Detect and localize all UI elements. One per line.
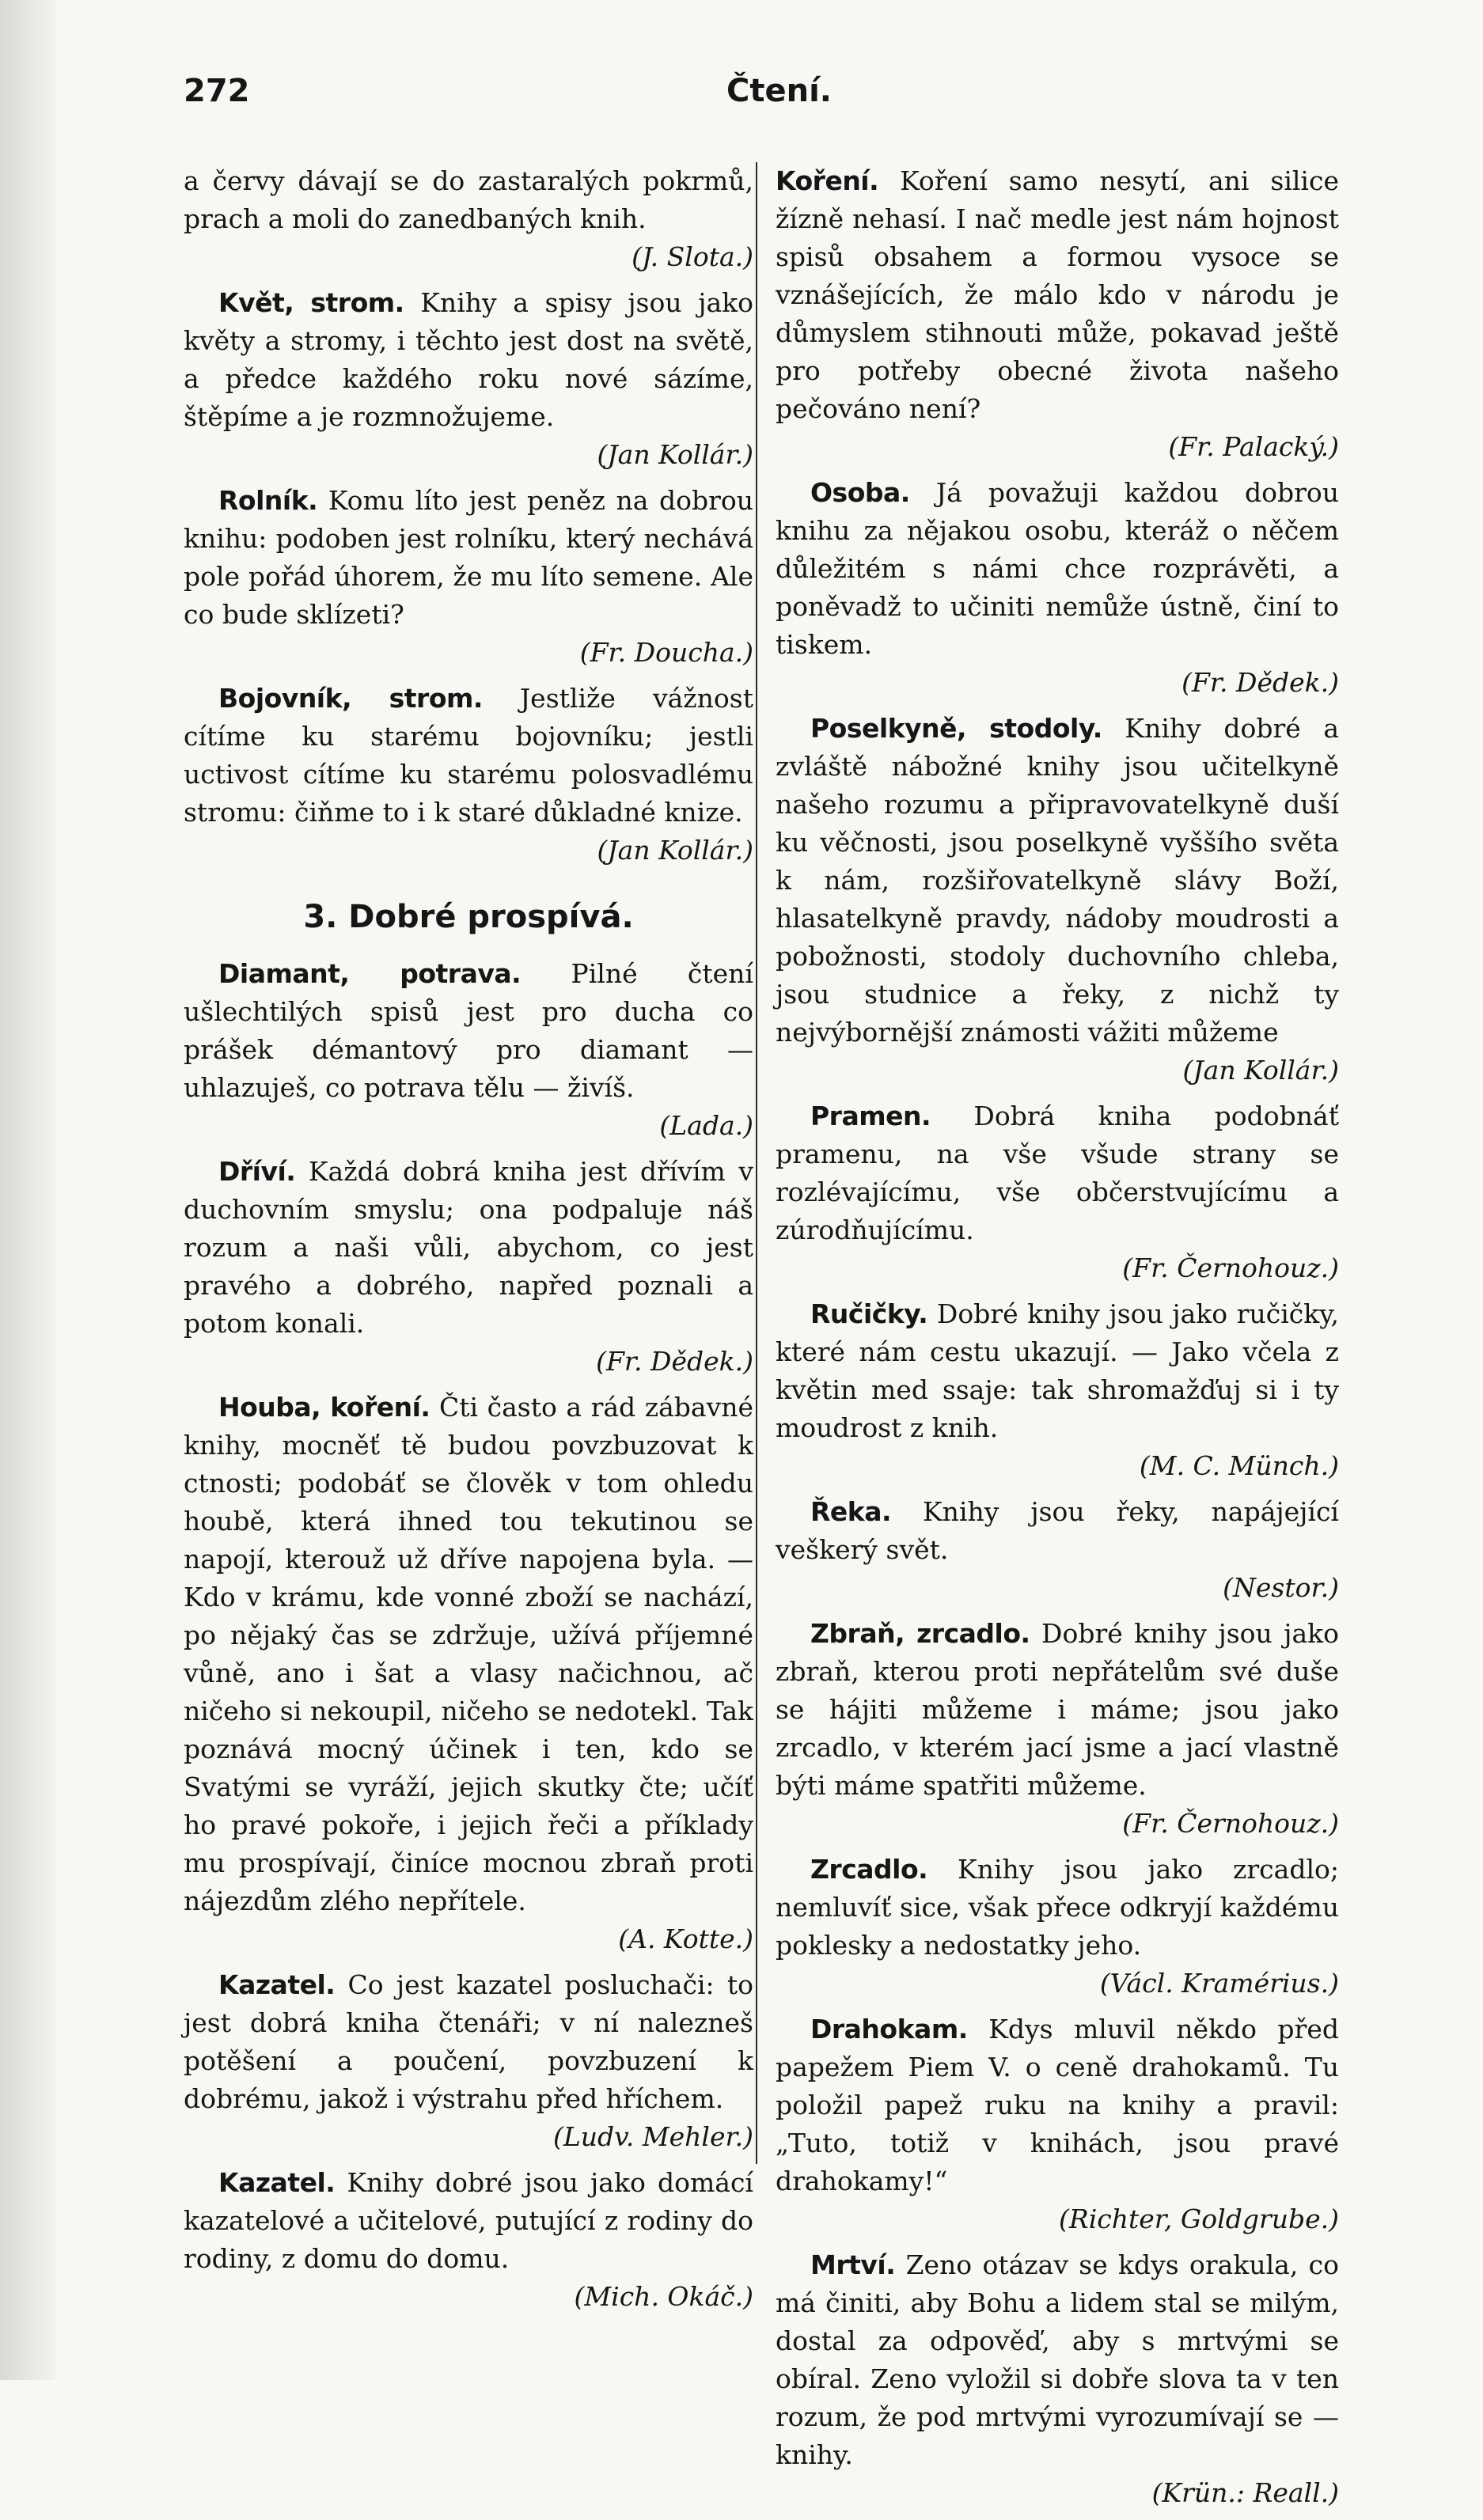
- entry-term: Kazatel.: [218, 1969, 336, 2000]
- entry: Bojovník, strom. Jestliže vážnost cítíme ku starému bojovníku; jestli uctivost cítíme ku starému polosvadlému stromu: čiňme to i k staré důkladné knize. (Jan Kollár.): [184, 680, 753, 870]
- entry: Květ, strom. Knihy a spisy jsou jako květy a stromy, i těchto jest dost na světě, a předce každého roku nové sázíme, štěpíme a je rozmnožujeme. (Jan Kollár.): [184, 284, 753, 474]
- attribution: (Lada.): [659, 1110, 753, 1141]
- entry: Řeka. Knihy jsou řeky, napájející veškerý svět. (Nestor.): [776, 1493, 1339, 1607]
- entry: Rolník. Komu líto jest peněz na dobrou knihu: podoben jest rolníku, který nechává pole pořád úhorem, že mu líto semene. Ale co bude sklízeti? (Fr. Doucha.): [184, 482, 753, 672]
- attribution: (J. Slota.): [632, 241, 753, 272]
- entry-term: Diamant, potrava.: [218, 958, 522, 989]
- attribution: (M. C. Münch.): [1139, 1450, 1339, 1481]
- attribution: (Mich. Okáč.): [574, 2281, 753, 2312]
- entry-term: Kazatel.: [218, 2167, 336, 2198]
- attribution: (Fr. Palacký.): [1168, 431, 1339, 462]
- entry: Pramen. Dobrá kniha podobnáť pramenu, na vše všude strany se rozlévajícímu, vše občerstvujícímu a zúrodňujícímu. (Fr. Černohouz.): [776, 1097, 1339, 1287]
- entry-term: Mrtví.: [810, 2249, 896, 2280]
- entry-term: Poselkyně, stodoly.: [810, 713, 1102, 744]
- attribution: (Jan Kollár.): [597, 835, 753, 866]
- attribution: (Fr. Černohouz.): [1122, 1252, 1339, 1283]
- page-number: 272: [184, 73, 250, 109]
- attribution: (Richter, Goldgrube.): [1058, 2204, 1339, 2234]
- entry: Drahokam. Kdys mluvil někdo před papežem Piem V. o ceně drahokamů. Tu položil papež ruku na knihy a pravil: „Tuto, totiž v knihách, jsou pravé drahokamy!“ (Richter, Goldgrube.): [776, 2010, 1339, 2238]
- entry: Poselkyně, stodoly. Knihy dobré a zvláště nábožné knihy jsou učitelkyně našeho rozumu a připravovatelkyně duší ku věčnosti, jsou poselkyně vyššího světa k nám, rozšiřovatelkyně slávy Boží, hlasatelkyně pravdy, nádoby moudrosti a pobožnosti, stodoly duchovního chleba, jsou studnice a řeky, z nichž ty nejvýbornější známosti vážiti můžeme (Jan Kollár.): [776, 710, 1339, 1089]
- entry: Kazatel. Co jest kazatel posluchači: to jest dobrá kniha čtenáři; v ní nalezneš potěšení a poučení, povzbuzení k dobrému, jakož i výstrahu před hříchem. (Ludv. Mehler.): [184, 1966, 753, 2156]
- entry: Kazatel. Knihy dobré jsou jako domácí kazatelové a učitelové, putující z rodiny do rodiny, z domu do domu. (Mich. Okáč.): [184, 2164, 753, 2316]
- entry: Zbraň, zrcadlo. Dobré knihy jsou jako zbraň, kterou proti nepřátelům své duše se hájiti můžeme i máme; jsou jako zrcadlo, v kterém jací jsme a jací vlastně býti máme spatřiti můžeme. (Fr. Černohouz.): [776, 1615, 1339, 1843]
- entry-term: Rolník.: [218, 485, 318, 516]
- attribution: (Nestor.): [1223, 1572, 1339, 1603]
- entry: a červy dávají se do zastaralých pokrmů, prach a moli do zanedbaných knih. (J. Slota.): [184, 162, 753, 276]
- running-head: Čtení.: [726, 73, 832, 109]
- entry-term: Zbraň, zrcadlo.: [810, 1618, 1030, 1649]
- attribution: (Fr. Dědek.): [596, 1346, 753, 1377]
- attribution: (Jan Kollár.): [597, 439, 753, 470]
- entry-term: Pramen.: [810, 1101, 931, 1131]
- entry: Dříví. Každá dobrá kniha jest dřívím v duchovním smyslu; ona podpaluje náš rozum a naši vůli, abychom, co jest pravého a dobrého, napřed poznali a potom konali. (Fr. Dědek.): [184, 1153, 753, 1381]
- entry-term: Zrcadlo.: [810, 1854, 928, 1885]
- attribution: (Fr. Dědek.): [1181, 667, 1339, 698]
- attribution: (Václ. Kramérius.): [1099, 1968, 1339, 1999]
- right-column: [776, 162, 1339, 2520]
- entry: Diamant, potrava. Pilné čtení ušlechtilých spisů jest pro ducha co prášek démantový pro diamant — uhlazuješ, co potrava tělu — živíš. (Lada.): [184, 955, 753, 1145]
- attribution: (Fr. Doucha.): [579, 637, 753, 668]
- entry-term: Bojovník, strom.: [218, 683, 483, 714]
- entry-term: Osoba.: [810, 477, 910, 508]
- column-divider: [756, 162, 757, 2164]
- attribution: (Ludv. Mehler.): [552, 2121, 753, 2152]
- entry-term: Koření.: [776, 165, 879, 196]
- attribution: (Krün.: Reall.): [1151, 2477, 1339, 2508]
- entry: Zrcadlo. Knihy jsou jako zrcadlo; nemluvíť sice, však přece odkryjí každému poklesky a nedostatky jeho. (Václ. Kramérius.): [776, 1851, 1339, 2003]
- page-header: [184, 73, 1394, 120]
- entry-term: Květ, strom.: [218, 287, 404, 318]
- entry: Koření. Koření samo nesytí, ani silice žízně nehasí. I nač medle jest nám hojnost spisů obsahem a formou vysoce se vznášejících, že málo kdo v národu je důmyslem stihnouti může, pokavad ještě pro potřeby obecné života našeho pečováno není? (Fr. Palacký.): [776, 162, 1339, 466]
- entry: Ručičky. Dobré knihy jsou jako ručičky, které nám cestu ukazují. — Jako včela z květin med ssaje: tak shromažďuj si i ty moudrost z knih. (M. C. Münch.): [776, 1295, 1339, 1485]
- entry: Mrtví. Zeno otázav se kdys orakula, co má činiti, aby Bohu a lidem stal se milým, dostal za odpověď, aby s mrtvými se obíral. Zeno vyložil si dobře slova ta v ten rozum, že pod mrtvými vyrozumívají se — knihy. (Krün.: Reall.): [776, 2246, 1339, 2512]
- entry-term: Řeka.: [810, 1496, 892, 1527]
- entry-term: Dříví.: [218, 1156, 296, 1187]
- attribution: (Fr. Černohouz.): [1122, 1808, 1339, 1839]
- entry-term: Houba, koření.: [218, 1392, 430, 1423]
- entry: Osoba. Já považuji každou dobrou knihu za nějakou osobu, kteráž o něčem důležitém s námi chce rozprávěti, a poněvadž to učiniti nemůže ústně, činí to tiskem. (Fr. Dědek.): [776, 474, 1339, 702]
- entry-term: Drahokam.: [810, 2014, 968, 2044]
- attribution: (A. Kotte.): [618, 1923, 753, 1954]
- page-edge-shadow: [0, 0, 55, 2380]
- section-title: 3. Dobré prospívá.: [303, 899, 634, 935]
- attribution: (Jan Kollár.): [1182, 1055, 1339, 1086]
- entry-term: Ručičky.: [810, 1298, 928, 1329]
- left-column: [184, 162, 753, 2324]
- entry: Houba, koření. Čti často a rád zábavné knihy, mocněť tě budou povzbuzovat k ctnosti; podobáť se člověk v tom ohledu houbě, která ihned tou tekutinou se napojí, kterouž už dříve napojena byla. — Kdo v krámu, kde vonné zboží se nachází, po nějaký čas se zdržuje, užívá příjemné vůně, ano i šat a vlasy načichnou, ač ničeho si nekoupil, ničeho se nedotekl. Tak poznává mocný účinek i ten, kdo se Svatými se vyráží, jejich skutky čte; učíť ho pravé pokoře, i jejich řeči a příklady mu prospívají, činíce mocnou zbraň proti nájezdům zlého nepřítele. (A. Kotte.): [184, 1389, 753, 1958]
